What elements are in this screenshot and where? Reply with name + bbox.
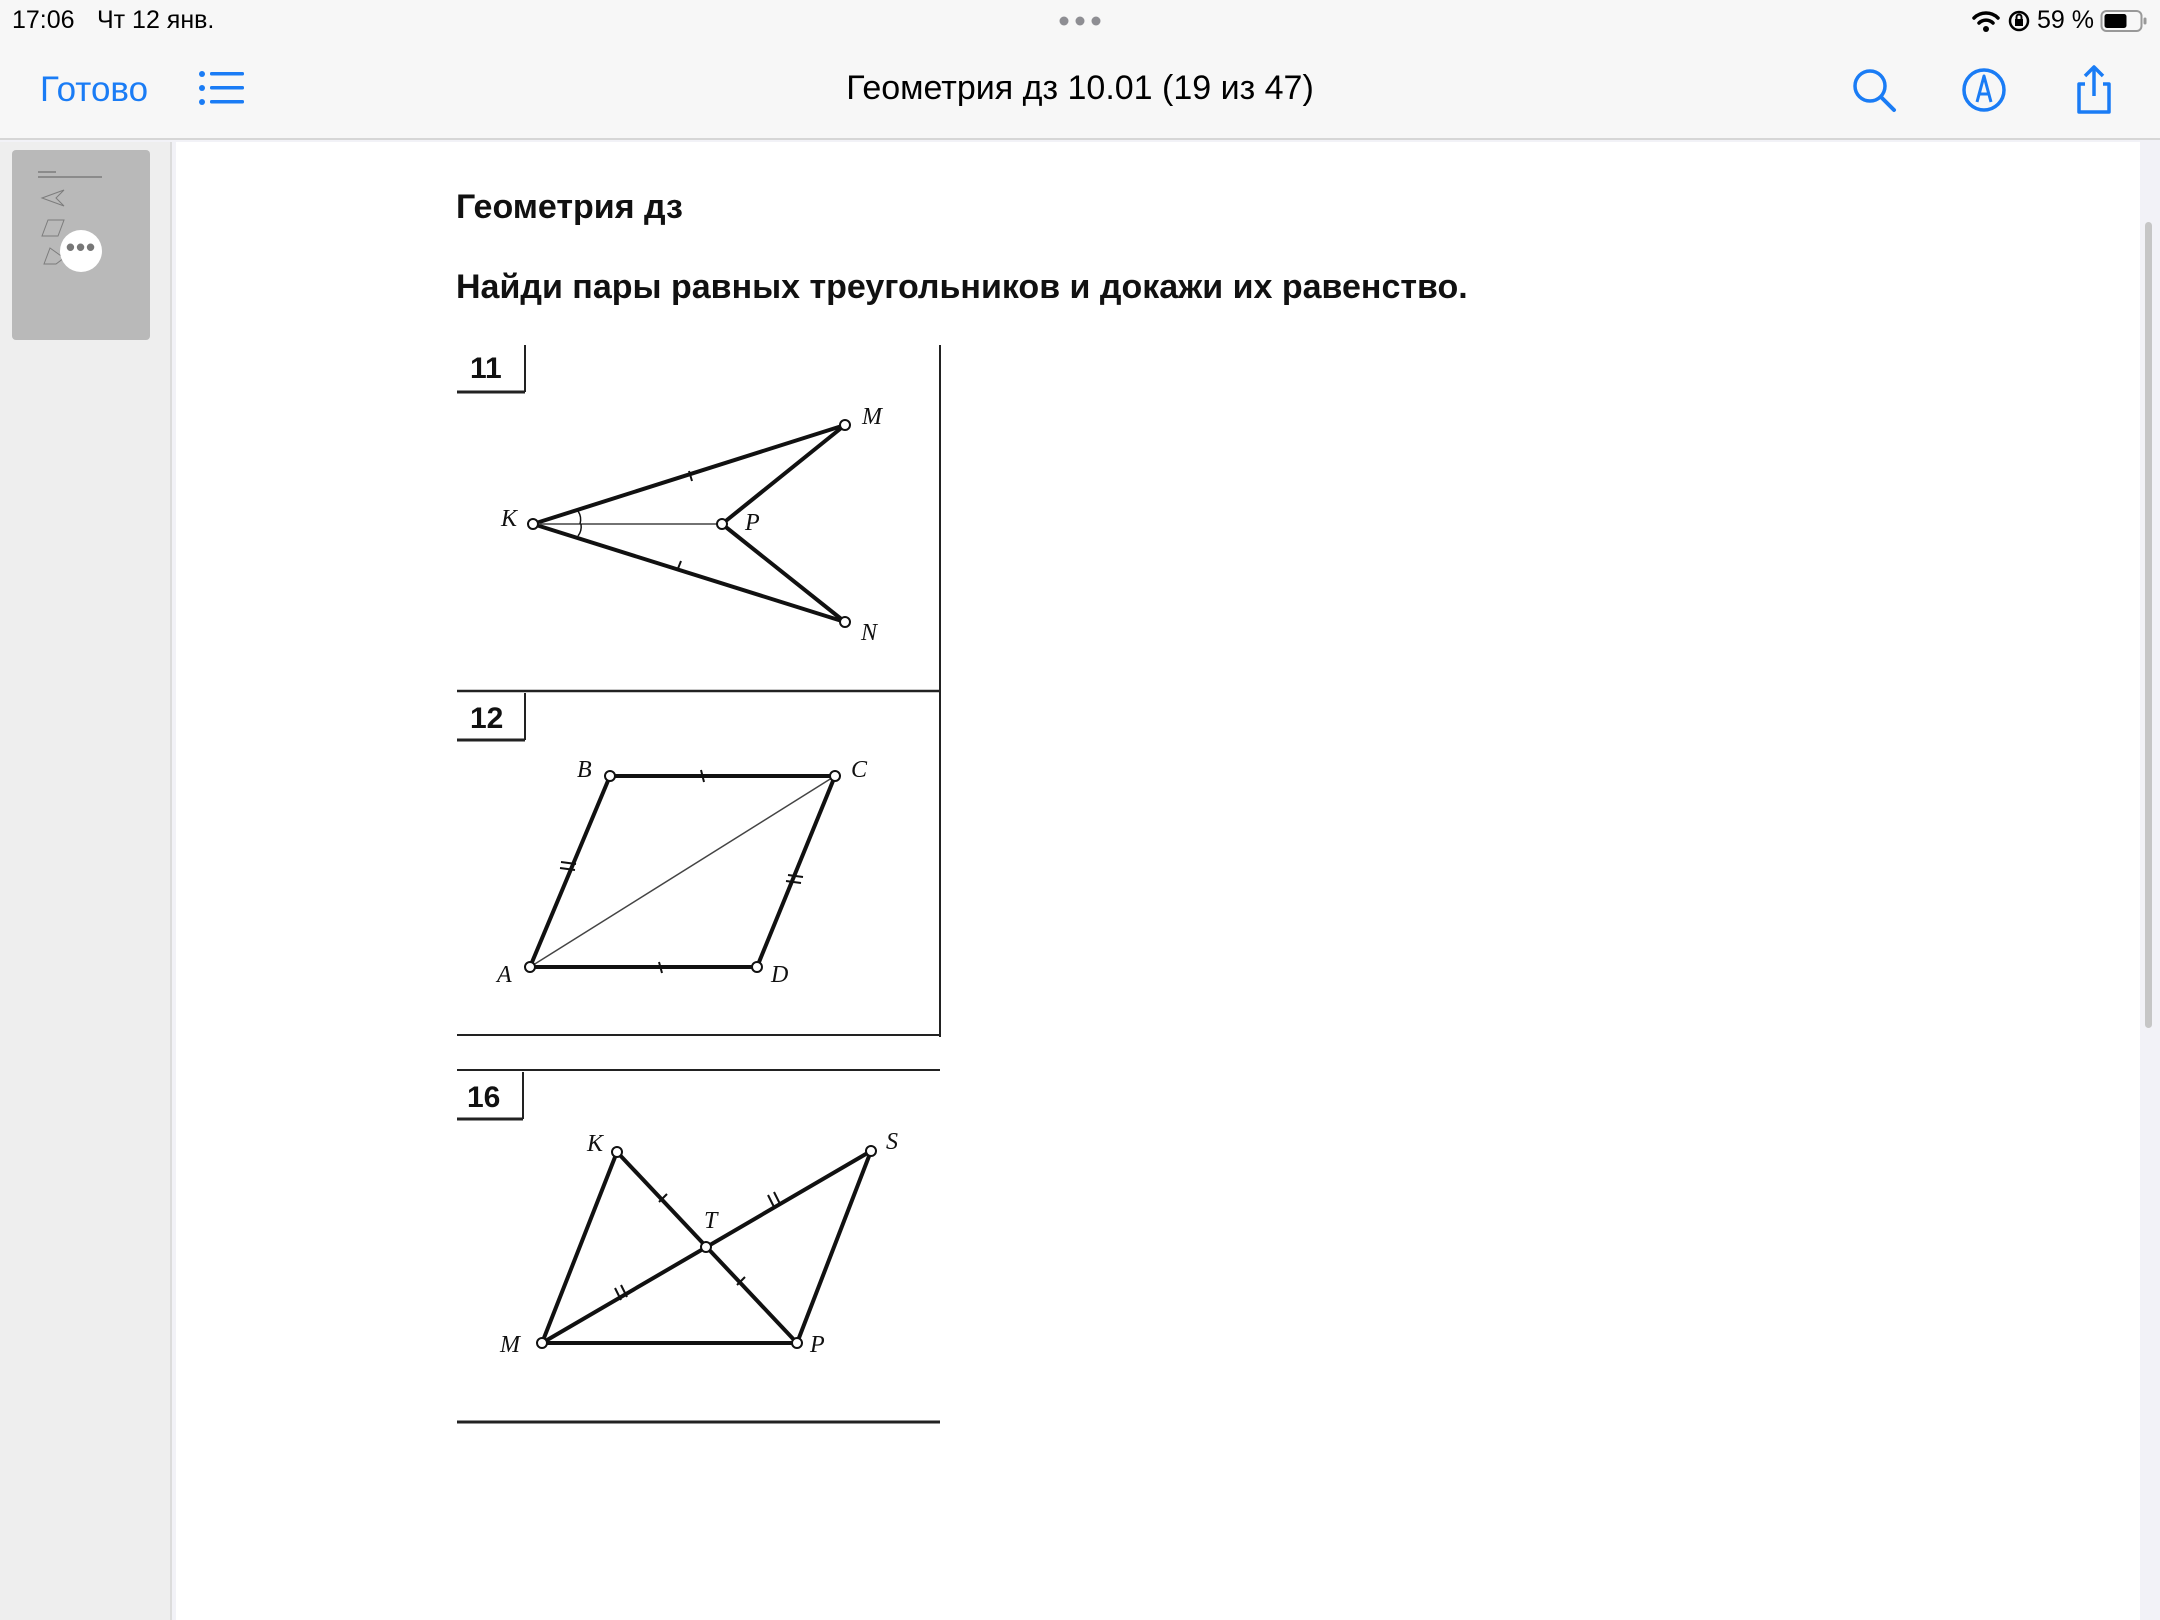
point-label: S	[886, 1129, 898, 1155]
point-label: K	[501, 506, 518, 532]
orientation-lock-icon	[2007, 9, 2031, 33]
problem-11	[457, 345, 884, 646]
point-label: B	[577, 757, 592, 783]
document-heading: Геометрия дз	[456, 188, 683, 226]
problem-number: 12	[470, 702, 504, 735]
navigation-bar	[0, 40, 2160, 140]
status-right	[1971, 6, 2148, 35]
search-icon[interactable]	[1850, 64, 1898, 116]
status-date: Чт 12 янв.	[97, 6, 215, 34]
point-label: M	[500, 1332, 520, 1358]
problem-12	[457, 693, 868, 988]
wifi-icon	[1971, 9, 2001, 33]
list-icon[interactable]	[198, 68, 244, 108]
multitasking-dots-icon[interactable]	[1058, 15, 1102, 27]
thumbnail-sidebar	[0, 142, 172, 1620]
point-label: P	[810, 1332, 825, 1358]
point-label: T	[704, 1208, 718, 1234]
vertical-scrollbar[interactable]	[2145, 222, 2152, 1028]
battery-percent: 59 %	[2037, 6, 2094, 34]
page-thumbnail[interactable]	[12, 150, 150, 340]
markup-icon[interactable]	[1960, 64, 2008, 116]
thumbnail-more-button[interactable]: •••	[60, 230, 102, 272]
point-label: C	[851, 757, 868, 783]
point-label: M	[862, 404, 882, 430]
status-bar	[0, 0, 2160, 40]
point-label: A	[497, 962, 512, 988]
geometry-figures	[440, 335, 960, 1435]
battery-icon	[2100, 9, 2148, 33]
point-label: N	[861, 620, 878, 646]
done-button[interactable]: Готово	[40, 70, 149, 109]
page-title: Геометрия дз 10.01 (19 из 47)	[846, 69, 1314, 107]
point-label: K	[587, 1131, 604, 1157]
point-label: D	[771, 962, 789, 988]
problem-number: 11	[470, 352, 502, 385]
status-time: 17:06	[12, 6, 75, 34]
share-icon[interactable]	[2070, 64, 2118, 116]
problem-16	[457, 1072, 898, 1358]
point-label: P	[745, 510, 760, 536]
document-task-text: Найди пары равных треугольников и докажи их равенство.	[456, 268, 1468, 306]
problem-number: 16	[467, 1081, 501, 1114]
